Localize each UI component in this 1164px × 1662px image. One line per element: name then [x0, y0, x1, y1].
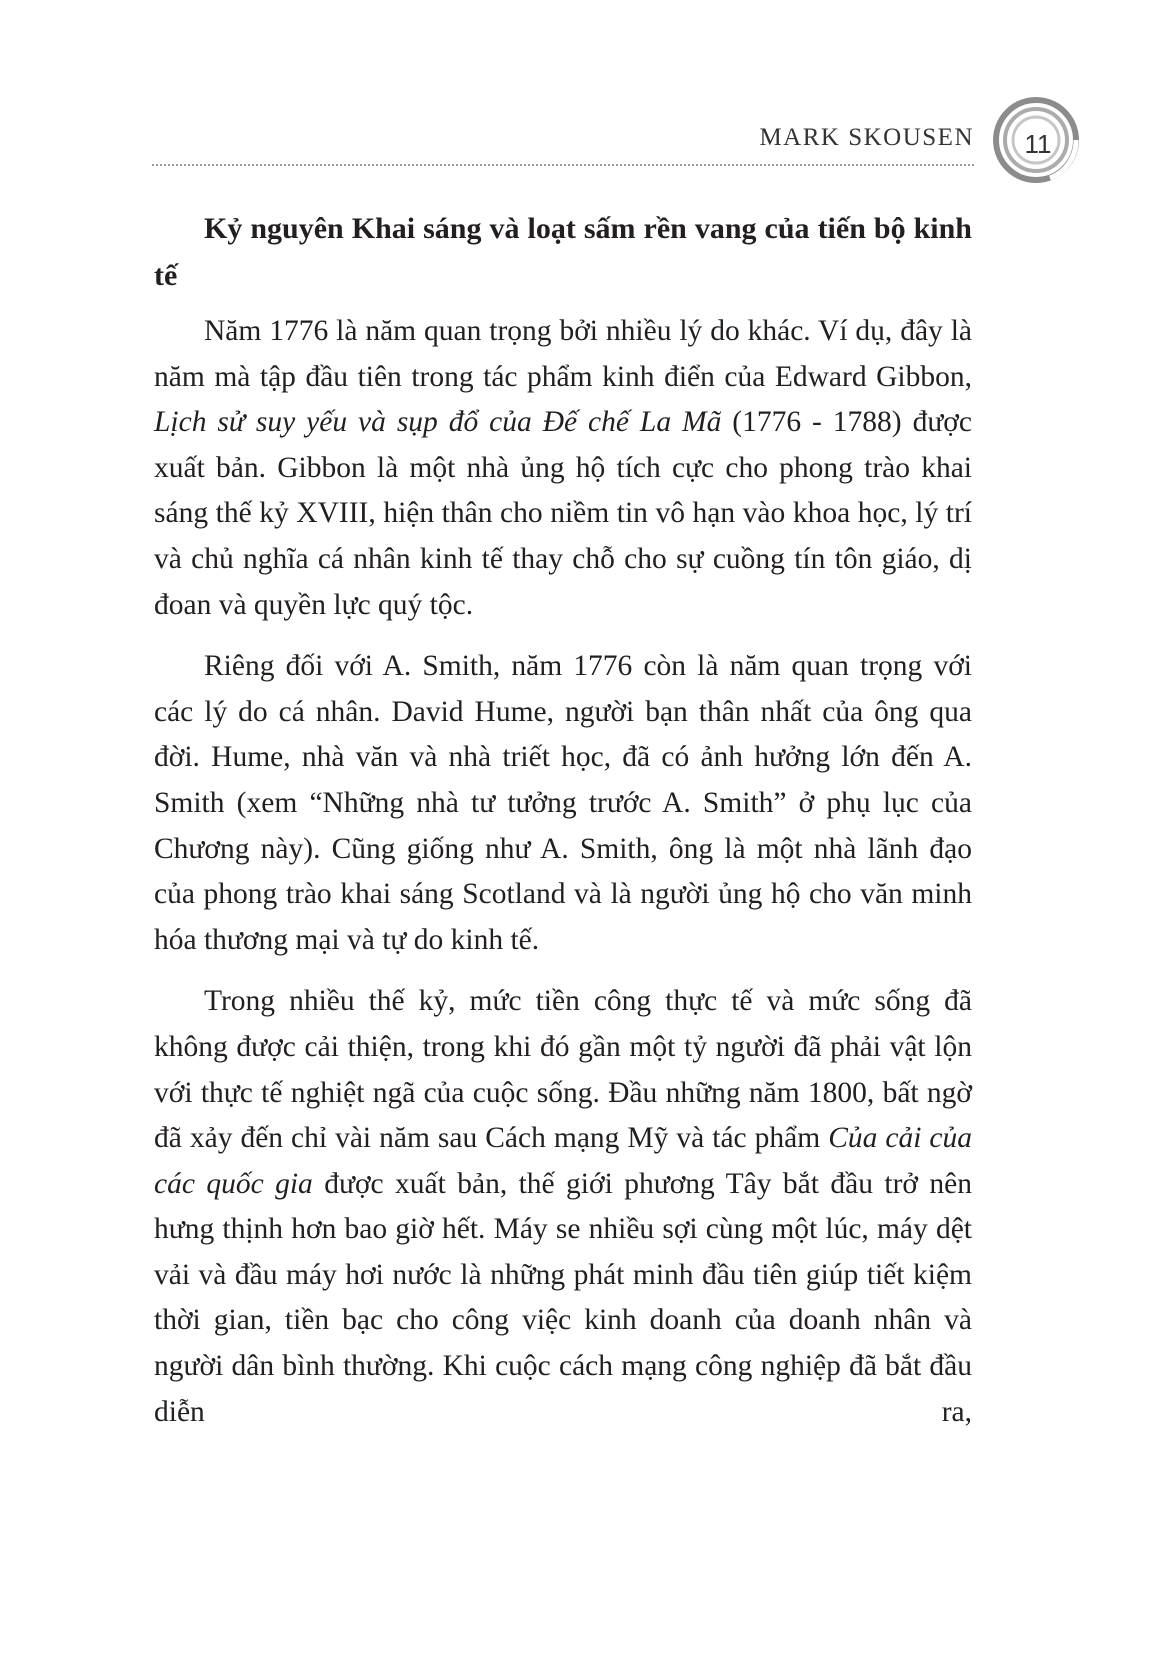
running-header — [152, 116, 974, 166]
page-body — [154, 205, 972, 1451]
book-title-wealth-of-nations: Của cải của các quốc gia — [154, 1122, 973, 1200]
paragraph-1 — [154, 309, 972, 628]
paragraph-2: Riêng đối với A. Smith, năm 1776 còn là năm quan trọng với các lý do cá nhân. David Hume, người bạn thân nhất của ông qua đời. Hume, nhà văn và nhà triết học, đã có ảnh hưởng lớn đến A. Smith (xem “Những nhà tư tưởng trước A. Smith” ở phụ lục của Chương này). Cũng giống như A. Smith, ông là một nhà lãnh đạo của phong trào khai sáng Scotland và là người ủng hộ cho văn minh hóa thương mại và tự do kinh tế. — [154, 650, 972, 956]
author-name: MARK SKOUSEN — [759, 124, 974, 151]
page-number-badge — [990, 96, 1086, 192]
book-title-gibbon: Lịch sử suy yếu và sụp đổ của Đế chế La Mã — [154, 406, 722, 439]
section-heading: Kỷ nguyên Khai sáng và loạt sấm rền vang của tiến bộ kinh tế — [154, 212, 972, 292]
header-dotted-rule — [152, 164, 974, 166]
paragraph-1-text-a: Năm 1776 là năm quan trọng bởi nhiều lý do khác. Ví dụ, đây là năm mà tập đầu tiên trong tác phẩm kinh điển của Edward Gibbon, — [154, 315, 972, 393]
paragraph-1-text-b: (1776 - 1788) được xuất bản. Gibbon là một nhà ủng hộ tích cực cho phong trào khai sáng thế kỷ XVIII, hiện thân cho niềm tin vô hạn vào khoa học, lý trí và chủ nghĩa cá nhân kinh tế thay chỗ cho sự cuồng tín tôn giáo, dị đoan và quyền lực quý tộc. — [154, 406, 973, 621]
paragraph-3-text-a: Trong nhiều thế kỷ, mức tiền công thực tế và mức sống đã không được cải thiện, trong khi đó gần một tỷ người đã phải vật lộn với thực tế nghiệt ngã của cuộc sống. Đầu những năm 1800, bất ngờ đã xảy đến chỉ vài năm sau Cách mạng Mỹ và tác phẩm — [154, 985, 972, 1155]
page-number: 11 — [1024, 128, 1052, 159]
paragraph-3-text-b: được xuất bản, thế giới phương Tây bắt đầu trở nên hưng thịnh hơn bao giờ hết. Máy se nhiều sợi cùng một lúc, máy dệt vải và đầu máy hơi nước là những phát minh đầu tiên giúp tiết kiệm thời gian, tiền bạc cho công việc kinh doanh của doanh nhân và người dân bình thường. Khi cuộc cách mạng công nghiệp đã bắt đầu diễn ra, — [154, 1167, 972, 1428]
paragraph-3 — [154, 979, 972, 1435]
